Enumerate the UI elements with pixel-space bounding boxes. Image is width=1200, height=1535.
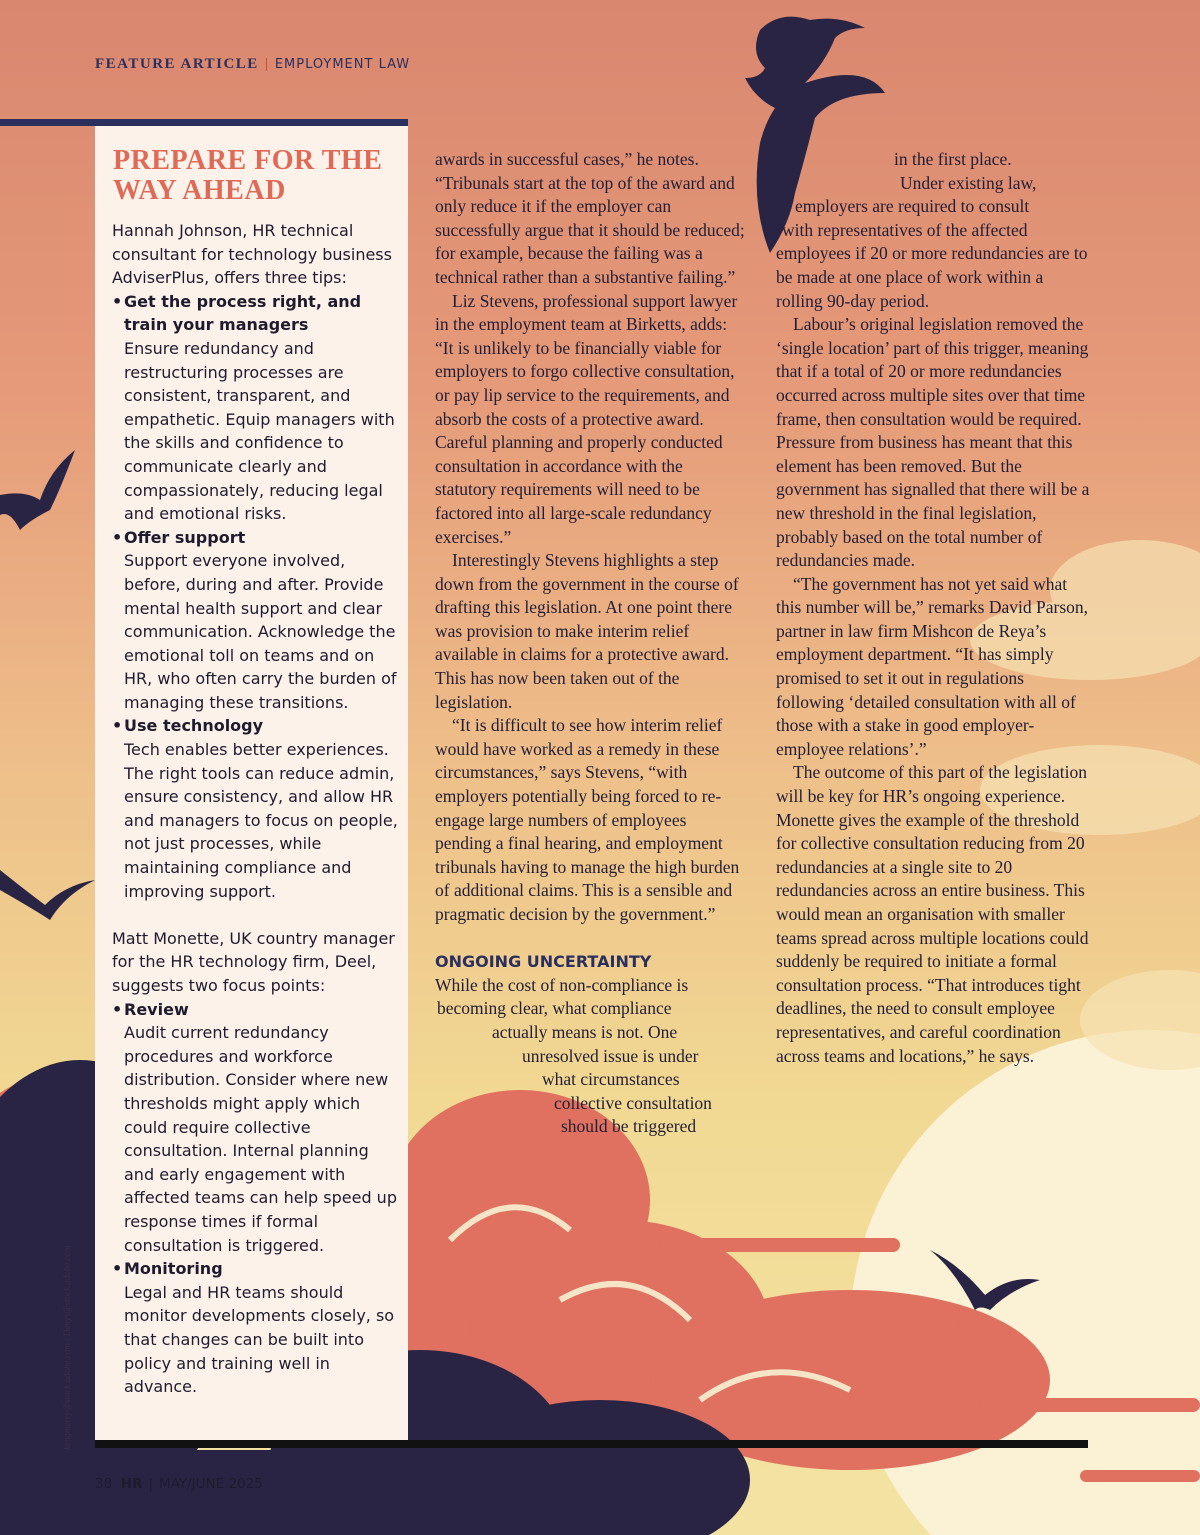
sidebar-body bbox=[112, 219, 402, 1399]
issue-date: MAY/JUNE 2025 bbox=[159, 1476, 263, 1492]
tip-body: Tech enables better experiences. The right tools can reduce admin, ensure consistency, and allow HR and managers to focus on people, not just processes, while maintaining compliance and improving support. bbox=[124, 740, 398, 901]
sidebar-top-rule bbox=[0, 119, 408, 126]
header-separator: | bbox=[264, 56, 269, 72]
page-number: 38 bbox=[95, 1476, 113, 1492]
article-column-1 bbox=[435, 148, 747, 1139]
tip-item bbox=[112, 290, 402, 526]
text-line: what circumstances bbox=[542, 1069, 680, 1090]
sidebar-intro-monette: Matt Monette, UK country manager for the HR technology firm, Deel, suggests two focus points: bbox=[112, 928, 395, 995]
tips-list-johnson bbox=[112, 290, 402, 903]
article-paragraph: Labour’s original legislation removed the ‘single location’ part of this trigger, meaning that if a total of 20 or more redundancies occurred across multiple sites over that time frame, then consultation would be required. Pressure from business has meant that this element has been removed. But the government has signalled that there will be a new threshold in the final legislation, probably based on the total number of redundancies made. bbox=[776, 314, 1090, 571]
text-line: unresolved issue is under bbox=[522, 1045, 699, 1066]
sidebar-intro-johnson: Hannah Johnson, HR technical consultant for technology business AdviserPlus, offers three tips: bbox=[112, 221, 392, 288]
text-line: becoming clear, what compliance bbox=[437, 998, 672, 1019]
footer-separator: | bbox=[148, 1476, 154, 1492]
tip-body: Ensure redundancy and restructuring processes are consistent, transparent, and empathetic. Equip managers with the skills and confidence to communicate clearly and compassionately, reducing legal and emotional risks. bbox=[124, 338, 395, 524]
image-credit: kengmerry@stock.adobe.com / Denys@stock.adobe.com bbox=[62, 1245, 72, 1450]
sidebar-title: PREPARE FOR THE WAY AHEAD bbox=[113, 145, 383, 206]
text-line: collective consultation bbox=[554, 1092, 712, 1113]
text-line: Under existing law, bbox=[900, 172, 1037, 193]
feature-kicker: FEATURE ARTICLE bbox=[95, 56, 259, 72]
section-label: EMPLOYMENT LAW bbox=[274, 57, 411, 72]
running-header bbox=[95, 56, 410, 73]
tip-title: • Monitoring bbox=[124, 1259, 223, 1279]
article-paragraph: awards in successful cases,” he notes. “Tribunals start at the top of the award and only reduce it if the employer can successfully argue that it should be reduced; for example, because the failing was a technical rather than a substantive failing.” bbox=[435, 149, 745, 287]
tip-body: Legal and HR teams should monitor developments closely, so that changes can be built into policy and training well in advance. bbox=[124, 1282, 395, 1397]
article-column-2 bbox=[776, 148, 1094, 1068]
subheading: ONGOING UNCERTAINTY bbox=[435, 952, 652, 972]
text-line: with representatives of the affected bbox=[782, 219, 1028, 240]
magazine-name: HR bbox=[120, 1476, 143, 1492]
article-paragraph: “It is difficult to see how interim relief would have worked as a remedy in these circumstances,” says Stevens, “with employers potentially being forced to re-engage large numbers of employees pending a final hearing, and employment tribunals having to manage the high burden of additional claims. This is a sensible and pragmatic decision by the government.” bbox=[435, 715, 740, 924]
article-paragraph-shaped bbox=[776, 148, 1094, 242]
tip-body: Audit current redundancy procedures and workforce distribution. Consider where new thresholds might apply which could require collective consultation. Internal planning and early engagement with affected teams can help speed up response times if formal consultation is triggered. bbox=[124, 1023, 397, 1255]
tip-title: • Review bbox=[124, 999, 189, 1019]
page-footer bbox=[95, 1476, 263, 1492]
article-paragraph: “The government has not yet said what this number will be,” remarks David Parson, partner in law firm Mishcon de Reya’s employment department. “It has simply promised to set it out in regulations following ‘detailed consultation with all of those with a stake in good employer-employee relations’.” bbox=[776, 573, 1089, 759]
tips-list-monette bbox=[112, 998, 402, 1399]
tip-title: • Offer support bbox=[124, 527, 246, 547]
article-paragraph: The outcome of this part of the legislation will be key for HR’s ongoing experience. Monette gives the example of the threshold for collective consultation reducing from 20 redundancies at a single site to 20 redundancies across an entire business. This would mean an organisation with smaller teams spread across multiple locations could suddenly be required to initiate a formal consultation process. “That introduces tight deadlines, the need to consult employee representatives, and careful coordination across teams and locations,” he says. bbox=[776, 762, 1089, 1066]
article-paragraph: Interestingly Stevens highlights a step down from the government in the course of drafting this legislation. At one point there was provision to make interim relief available in claims for a protective award. This has now been taken out of the legislation. bbox=[435, 550, 739, 712]
text-line: employers are required to consult bbox=[795, 196, 1030, 217]
footer-rule bbox=[95, 1440, 1088, 1448]
text-line: actually means is not. One bbox=[492, 1021, 678, 1042]
tip-item bbox=[112, 998, 402, 1258]
tip-item bbox=[112, 526, 402, 715]
tip-title: • Get the process right, and train your managers bbox=[124, 291, 362, 335]
text-line: While the cost of non-compliance is bbox=[435, 974, 689, 995]
article-paragraph: Liz Stevens, professional support lawyer in the employment team at Birketts, adds: “It is unlikely to be financially viable for employers to forgo collective consultation, or pay lip service to the requirements, and absorb the costs of a protective award. Careful planning and properly conducted consultation in accordance with the statutory requirements will need to be factored into all large-scale redundancy exercises.” bbox=[435, 290, 738, 547]
text-line: should be triggered bbox=[561, 1116, 697, 1137]
tip-item bbox=[112, 1257, 402, 1399]
tip-item bbox=[112, 714, 402, 903]
text-line: in the first place. bbox=[894, 149, 1012, 169]
article-paragraph: employees if 20 or more redundancies are to be made at one place of work within a rolling 90-day period. bbox=[776, 243, 1088, 311]
tip-body: Support everyone involved, before, during and after. Provide mental health support and clear communication. Acknowledge the emotional toll on teams and on HR, who often carry the burden of managing these transitions. bbox=[124, 551, 397, 712]
article-paragraph-shaped bbox=[435, 974, 747, 1139]
tip-title: • Use technology bbox=[124, 716, 264, 736]
